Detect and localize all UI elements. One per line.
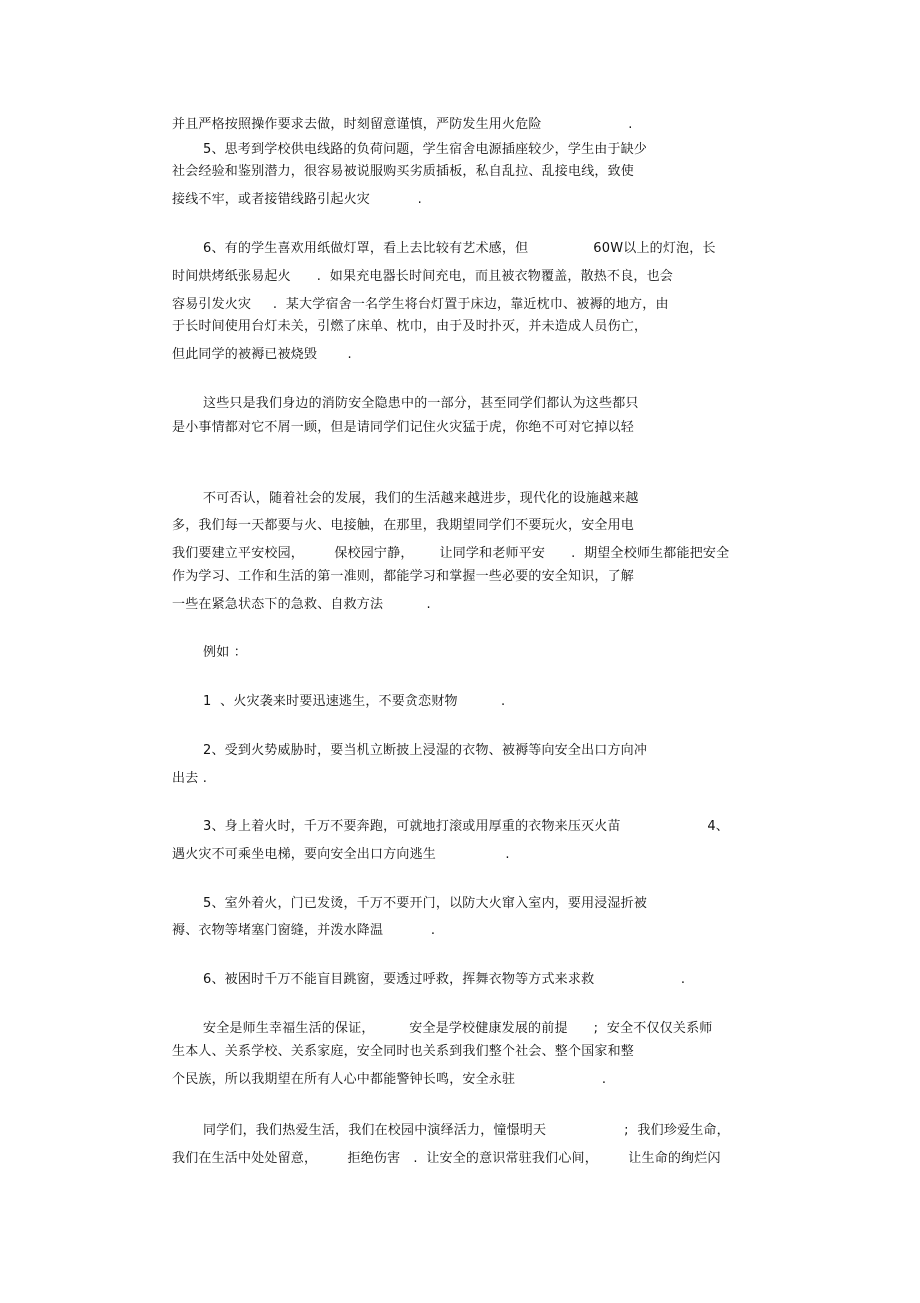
- text-line: 2、受到火势威胁时，要当机立断披上浸湿的衣物、被褥等向安全出口方向冲: [203, 743, 648, 758]
- text-line: 接线不牢，或者接错线路引起火灾 .: [172, 192, 422, 207]
- text-line: 3、身上着火时，千万不要奔跑，可就地打滚或用厚重的衣物来压灭火苗 4、: [203, 819, 729, 834]
- text-line: 出去 .: [172, 771, 208, 786]
- text-line: 多，我们每一天都要与火、电接触，在那里，我期望同学们不要玩火，安全用电: [172, 518, 635, 533]
- text-line: 遇火灾不可乘坐电梯，要向安全出口方向逃生 .: [172, 847, 510, 862]
- text-line: 是小事情都对它不屑一顾，但是请同学们记住火灾猛于虎，你绝不可对它掉以轻: [172, 420, 635, 435]
- text-line: 我们要建立平安校园， 保校园宁静， 让同学和老师平安 . 期望全校师生都能把安全: [172, 546, 730, 561]
- text-line: 5、思考到学校供电线路的负荷问题，学生宿舍电源插座较少，学生由于缺少: [203, 142, 648, 157]
- text-line: 不可否认，随着社会的发展，我们的生活越来越进步，现代化的设施越来越: [203, 491, 639, 506]
- text-line: 同学们，我们热爱生活，我们在校园中演绎活力，憧憬明天 ; 我们珍爱生命，: [203, 1123, 730, 1138]
- text-line: 1 、火灾袭来时要迅速逃生，不要贪恋财物 .: [203, 694, 506, 709]
- text-line: 社会经验和鉴别潜力，很容易被说服购买劣质插板，私自乱拉、乱接电线，致使: [172, 164, 635, 179]
- text-line: 安全是师生幸福生活的保证， 安全是学校健康发展的前提 ; 安全不仅仅关系师: [203, 1021, 713, 1036]
- text-line: 例如 ：: [203, 645, 247, 660]
- text-line: 6、有的学生喜欢用纸做灯罩，看上去比较有艺术感，但 60W以上的灯泡，长: [203, 241, 716, 256]
- text-line: 一些在紧急状态下的急救、自救方法 .: [172, 597, 431, 612]
- text-line: 容易引发火灾 . 某大学宿舍一名学生将台灯置于床边，靠近枕巾、被褥的地方，由: [172, 297, 669, 312]
- text-line: 但此同学的被褥已被烧毁 .: [172, 347, 352, 362]
- text-line: 作为学习、工作和生活的第一准则，都能学习和掌握一些必要的安全知识，了解: [172, 569, 635, 584]
- text-line: 并且严格按照操作要求去做，时刻留意谨慎，严防发生用火危险 .: [172, 117, 633, 132]
- text-line: 5、室外着火，门已发烫，千万不要开门，以防大火窜入室内，要用浸湿折被: [203, 896, 648, 911]
- text-line: 时间烘烤纸张易起火 . 如果充电器长时间充电，而且被衣物覆盖，散热不良，也会: [172, 269, 673, 284]
- text-line: 6、被困时千万不能盲目跳窗，要透过呼救，挥舞衣物等方式来求救 .: [203, 972, 686, 987]
- text-line: 个民族，所以我期望在所有人心中都能警钟长鸣，安全永驻 .: [172, 1072, 607, 1087]
- text-line: 这些只是我们身边的消防安全隐患中的一部分，甚至同学们都认为这些都只: [203, 396, 639, 411]
- text-line: 于长时间使用台灯未关，引燃了床单、枕巾，由于及时扑灭，并未造成人员伤亡，: [172, 319, 648, 334]
- text-line: 褥、衣物等堵塞门窗缝，并泼水降温 .: [172, 923, 436, 938]
- text-line: 生本人、关系学校、关系家庭，安全同时也关系到我们整个社会、整个国家和整: [172, 1044, 635, 1059]
- text-line: 我们在生活中处处留意， 拒绝伤害 . 让安全的意识常驻我们心间， 让生命的绚烂闪: [172, 1151, 721, 1166]
